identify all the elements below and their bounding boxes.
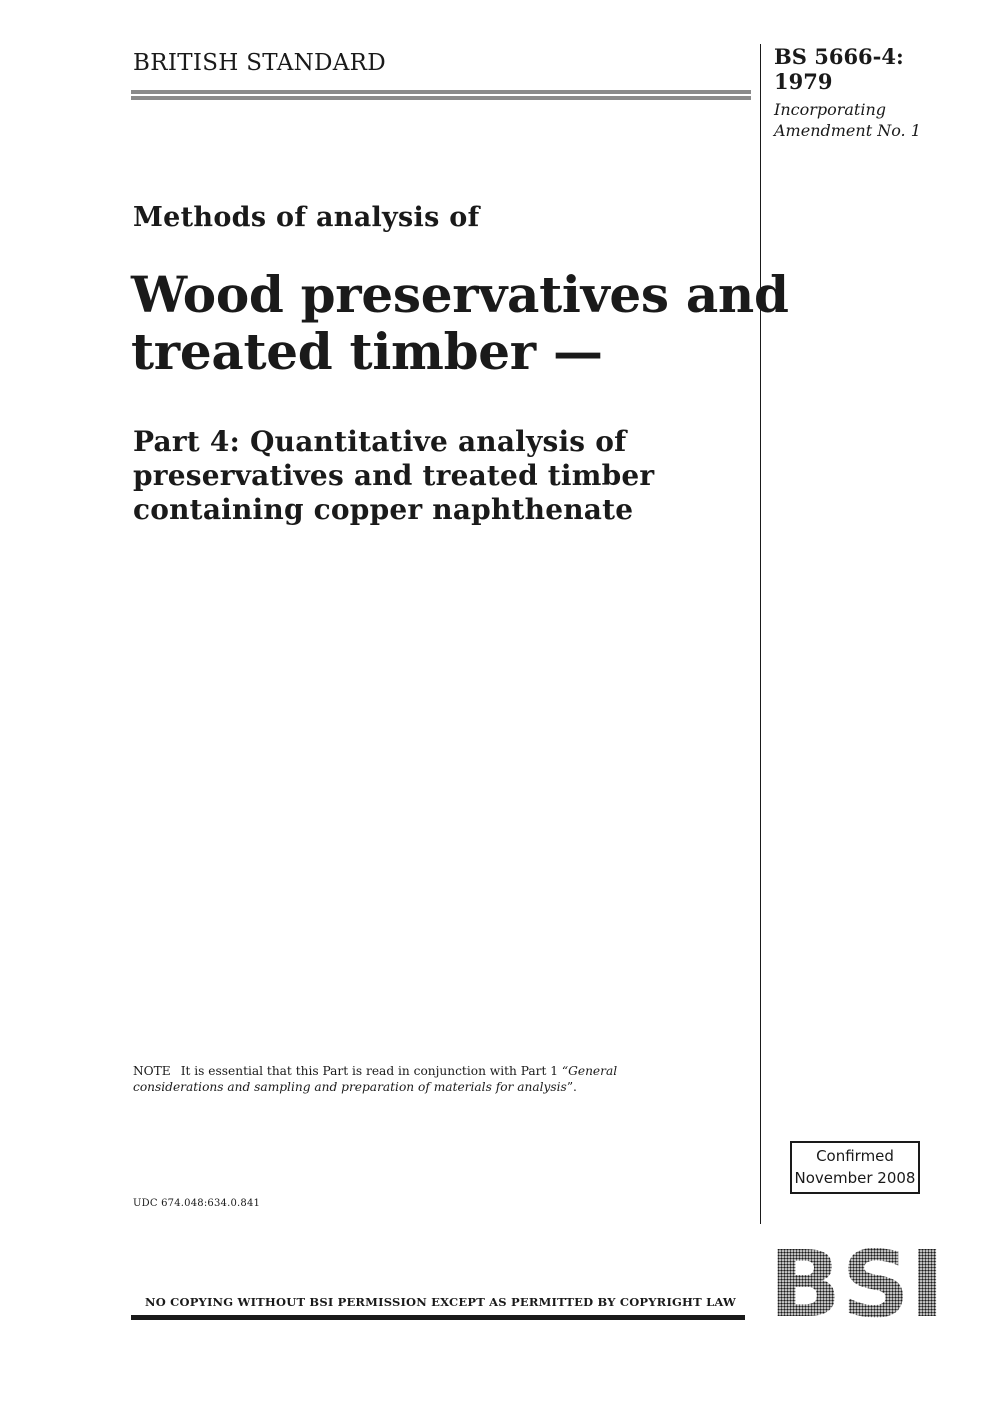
header-rule-top	[131, 90, 751, 94]
note-line1	[133, 1063, 617, 1079]
note-citation-start: “General	[561, 1064, 618, 1078]
part-title-line1: Part 4: Quantitative analysis of	[133, 425, 627, 458]
column-divider	[760, 44, 761, 1224]
main-title-line1: Wood preservatives and	[131, 265, 789, 324]
pre-title: Methods of analysis of	[133, 202, 480, 233]
note-text: It is essential that this Part is read in conjunction with Part 1	[180, 1064, 562, 1078]
copyright-notice: NO COPYING WITHOUT BSI PERMISSION EXCEPT AS PERMITTED BY COPYRIGHT LAW	[145, 1295, 737, 1309]
confirmed-date: November 2008	[794, 1169, 916, 1187]
udc-code: UDC 674.048:634.0.841	[133, 1198, 261, 1209]
series-label: BRITISH STANDARD	[133, 50, 387, 76]
amendment-note	[774, 99, 921, 141]
amendment-line2: Amendment No. 1	[774, 121, 921, 140]
amendment-line1: Incorporating	[774, 100, 887, 119]
standard-number	[774, 44, 904, 94]
confirmed-stamp	[790, 1141, 920, 1194]
header-rule-bottom	[131, 96, 751, 100]
main-title-line2: treated timber —	[131, 322, 603, 381]
standard-number-line1: BS 5666-4:	[774, 44, 904, 69]
note-citation: considerations and sampling and preparation of materials for analysis	[133, 1080, 567, 1094]
main-title	[131, 266, 789, 380]
note-citation-end: ”.	[566, 1080, 577, 1094]
note-label: NOTE	[133, 1064, 171, 1078]
standard-number-line2: 1979	[774, 69, 833, 94]
bsi-logo-icon	[768, 1242, 946, 1322]
part-title-line2: preservatives and treated timber	[133, 459, 655, 492]
part-title	[133, 425, 654, 527]
part-title-line3: containing copper naphthenate	[133, 493, 634, 526]
footer-rule	[131, 1315, 745, 1320]
note-line2	[133, 1079, 617, 1095]
confirmed-label: Confirmed	[816, 1147, 894, 1165]
note-block	[133, 1063, 617, 1095]
header-double-rule	[131, 90, 751, 100]
